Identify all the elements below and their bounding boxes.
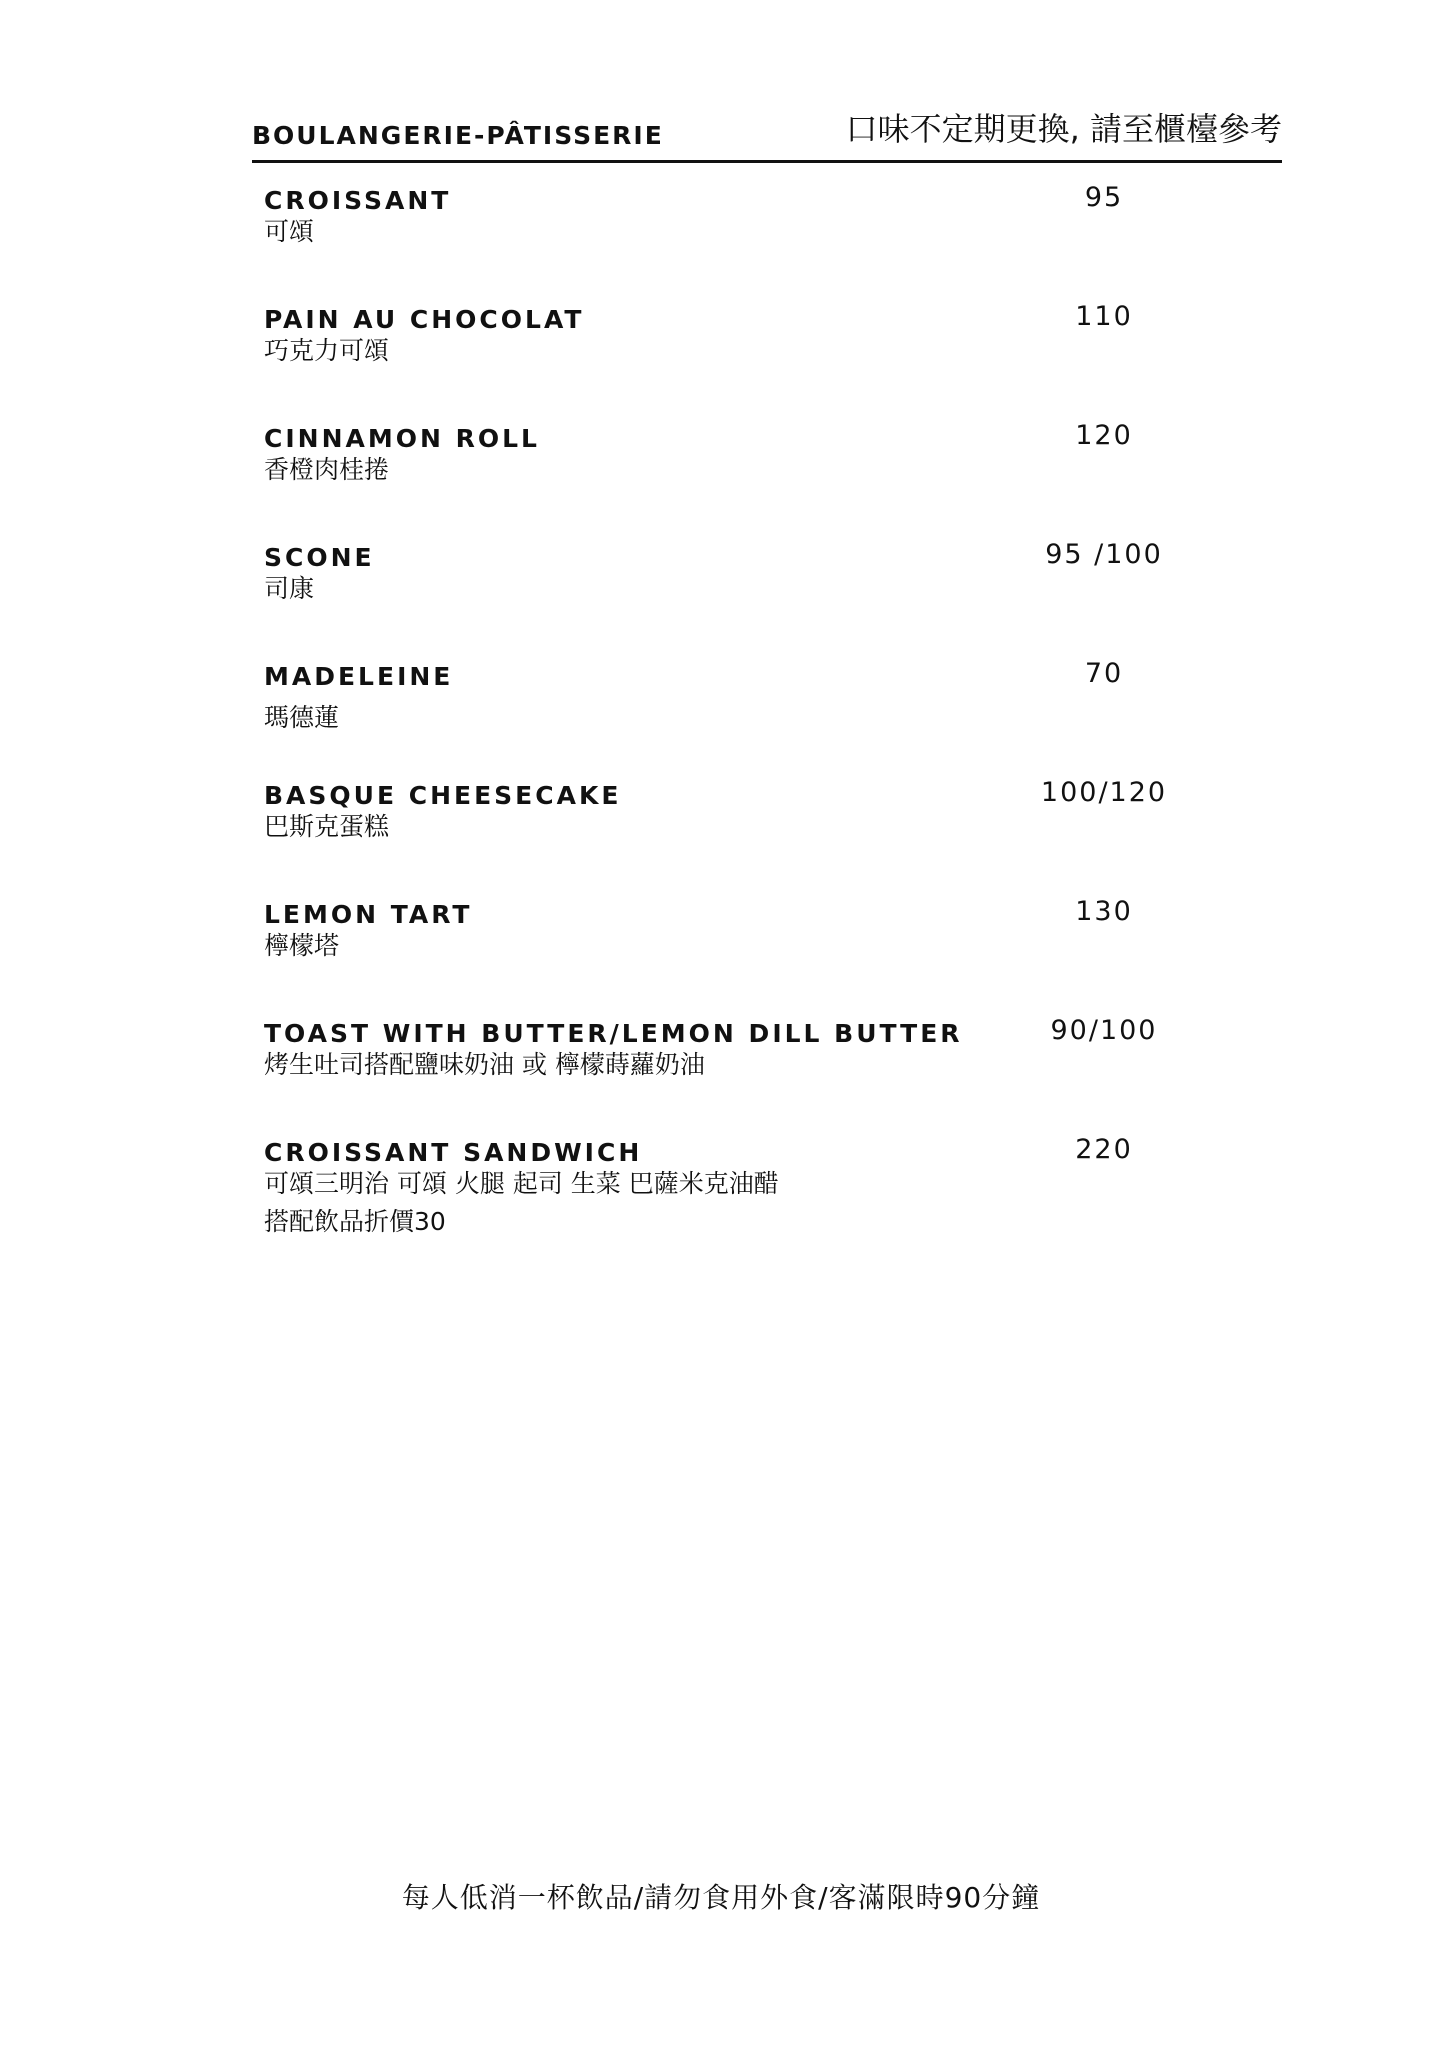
item-name: LEMON TART xyxy=(264,900,473,929)
menu-item xyxy=(264,182,1264,301)
item-promo-note: 搭配飲品折價30 xyxy=(264,1207,446,1236)
item-description: 檸檬塔 xyxy=(264,931,340,960)
item-name: BASQUE CHEESECAKE xyxy=(264,781,622,810)
flavor-notice: 口味不定期更換, 請至櫃檯參考 xyxy=(845,110,1282,148)
item-price: 95 /100 xyxy=(1045,539,1163,570)
item-description: 巴斯克蛋糕 xyxy=(264,812,390,841)
item-description: 烤生吐司搭配鹽味奶油 或 檸檬蒔蘿奶油 xyxy=(264,1050,705,1079)
menu-item xyxy=(264,301,1264,420)
item-price: 90/100 xyxy=(1050,1015,1158,1046)
item-description: 瑪德蓮 xyxy=(264,703,340,732)
menu-item xyxy=(264,1015,1264,1134)
item-price: 95 xyxy=(1084,182,1124,213)
item-price: 120 xyxy=(1075,420,1133,451)
menu-item xyxy=(264,658,1264,777)
menu-item xyxy=(264,896,1264,1015)
item-description: 香橙肉桂捲 xyxy=(264,455,390,484)
item-name: MADELEINE xyxy=(264,662,454,691)
item-name: SCONE xyxy=(264,543,375,572)
item-description: 可頌三明治 可頌 火腿 起司 生菜 巴薩米克油醋 xyxy=(264,1169,779,1198)
menu-item xyxy=(264,777,1264,896)
menu-list xyxy=(264,182,1264,1253)
footer-policy-note: 每人低消一杯飲品/請勿食用外食/客滿限時90分鐘 xyxy=(401,1881,1041,1914)
item-price: 220 xyxy=(1075,1134,1133,1165)
menu-item xyxy=(264,420,1264,539)
item-name: CROISSANT SANDWICH xyxy=(264,1138,643,1167)
item-description: 可頌 xyxy=(264,217,315,246)
item-price: 130 xyxy=(1075,896,1133,927)
item-name: PAIN AU CHOCOLAT xyxy=(264,305,585,334)
menu-item xyxy=(264,1134,1264,1253)
item-name: CROISSANT xyxy=(264,186,452,215)
item-description: 巧克力可頌 xyxy=(264,336,390,365)
item-price: 100/120 xyxy=(1040,777,1168,808)
item-price: 70 xyxy=(1084,658,1124,689)
section-title: BOULANGERIE-PÂTISSERIE xyxy=(252,121,664,150)
menu-item xyxy=(264,539,1264,658)
menu-header xyxy=(252,104,1282,163)
item-name: CINNAMON ROLL xyxy=(264,424,540,453)
item-description: 司康 xyxy=(264,574,315,603)
item-price: 110 xyxy=(1075,301,1133,332)
item-name: TOAST WITH BUTTER/LEMON DILL BUTTER xyxy=(264,1019,963,1048)
